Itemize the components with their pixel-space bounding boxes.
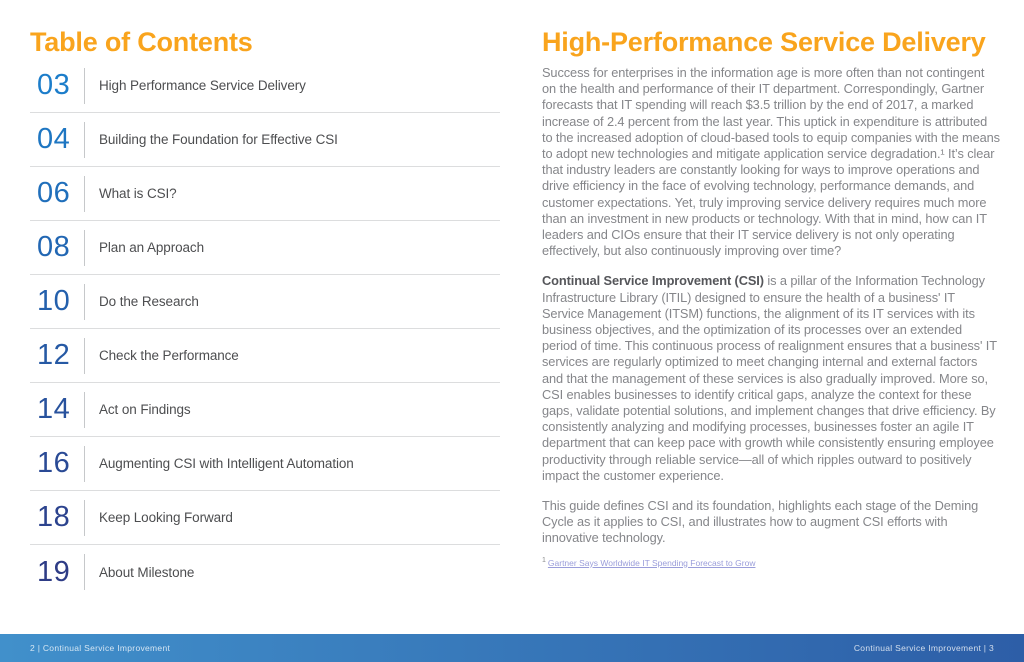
toc-page-number: 06: [37, 177, 71, 209]
footer-left-page-label: 2 | Continual Service Improvement: [30, 643, 171, 653]
toc-entry-10[interactable]: [30, 275, 500, 329]
footnote-marker: 1: [542, 556, 546, 564]
toc-divider-line: [84, 230, 85, 266]
footnote: [542, 557, 1000, 568]
toc-page-number: 19: [37, 555, 71, 588]
paragraph-body-text: is a pillar of the Information Technology Infrastructure Library (ITIL) designed to ensure the health of a business' IT Service Management (ITSM) functions, the alignment of its IT services with its business objectives, and the optimization of its processes over an extended period of time. This continuous process of realignment ensures that a business' IT services are regularly optimized to meet changing internal and external factors and that the management of these services is also gradually improved. More so, CSI enables businesses to identify critical gaps, analyze the context for these gaps, validate potential solutions, and implement changes that drive efficiency. By consistently analyzing and modifying processes, businesses foster an agile IT department that can keep pace with growth while consistently ensuring employee productivity through reliable service—all of which ripples outward to positively impact the customer experience.: [542, 273, 997, 483]
toc-page-number: 14: [37, 393, 71, 425]
toc-entry-label: High Performance Service Delivery: [99, 78, 306, 93]
toc-divider-line: [84, 176, 85, 212]
article-title: High-Performance Service Delivery: [542, 27, 986, 57]
toc-divider-line: [84, 392, 85, 428]
toc-divider-line: [84, 554, 85, 590]
toc-entry-06[interactable]: [30, 167, 500, 221]
toc-entry-label: Building the Foundation for Effective CSI: [99, 132, 338, 147]
toc-entry-12[interactable]: [30, 329, 500, 383]
article-paragraph-1: Success for enterprises in the information age is more often than not contingent on the health and performance of their IT department. Correspondingly, Gartner forecasts that IT spending will reach $3.5 trillion by the end of 2017, a marked increase of 2.4 percent from the last year. This uptick in expenditure is attributed to the increased adoption of cloud-based tools to equip companies with the means to adopt new technologies and mitigate application service degradation.¹ It’s clear that industry leaders are constantly looking for ways to improve operations and drive efficiency in the face of evolving technology, performance demands, and customer expectations. Yet, truly improving service delivery requires much more than an investment in new products or technology. With that in mind, how can IT leaders and CIOs ensure that their IT service delivery is not only operating effectively, but also continuously improving over time?: [542, 65, 1000, 259]
toc-divider-line: [84, 122, 85, 158]
toc-page-number: 12: [37, 339, 71, 371]
toc-divider-line: [84, 284, 85, 320]
toc-divider-line: [84, 338, 85, 374]
toc-page-number: 03: [37, 69, 71, 101]
toc-entry-16[interactable]: [30, 437, 500, 491]
toc-entry-label: Keep Looking Forward: [99, 510, 233, 525]
footer-right-page-label: Continual Service Improvement | 3: [853, 643, 994, 653]
toc-entry-label: Do the Research: [99, 294, 199, 309]
toc-divider-line: [84, 500, 85, 536]
toc-entry-label: Check the Performance: [99, 348, 239, 363]
toc-title: Table of Contents: [30, 27, 253, 57]
toc-entry-14[interactable]: [30, 383, 500, 437]
toc-divider-line: [84, 68, 85, 104]
toc-entry-03[interactable]: [30, 59, 500, 113]
toc-divider-line: [84, 446, 85, 482]
toc-page-number: 16: [37, 447, 71, 479]
footer-bar: [0, 634, 1024, 662]
article-paragraph-3: This guide defines CSI and its foundation, highlights each stage of the Deming Cycle as it applies to CSI, and illustrates how to augment CSI efforts with innovative technology.: [542, 498, 979, 546]
toc-entry-label: About Milestone: [99, 564, 195, 580]
toc-entry-18[interactable]: [30, 491, 500, 545]
toc-entry-label: Augmenting CSI with Intelligent Automation: [99, 456, 354, 471]
article-paragraph-2: [542, 273, 1000, 484]
toc-page-number: 10: [37, 285, 71, 317]
toc-entry-label: Act on Findings: [99, 402, 191, 417]
toc-entry-08[interactable]: [30, 221, 500, 275]
table-of-contents: [30, 28, 500, 599]
toc-page-number: 18: [37, 501, 71, 533]
toc-entry-04[interactable]: [30, 113, 500, 167]
paragraph-bold-lead: Continual Service Improvement (CSI): [542, 273, 764, 289]
toc-entry-label: Plan an Approach: [99, 240, 204, 255]
footnote-link[interactable]: Gartner Says Worldwide IT Spending Forecast to Grow: [547, 557, 756, 568]
toc-page-number: 04: [37, 123, 71, 155]
toc-entry-label: What is CSI?: [99, 186, 177, 201]
toc-list: [30, 59, 500, 599]
article-page: [542, 28, 1000, 568]
toc-entry-19[interactable]: [30, 545, 500, 599]
toc-page-number: 08: [37, 231, 71, 263]
